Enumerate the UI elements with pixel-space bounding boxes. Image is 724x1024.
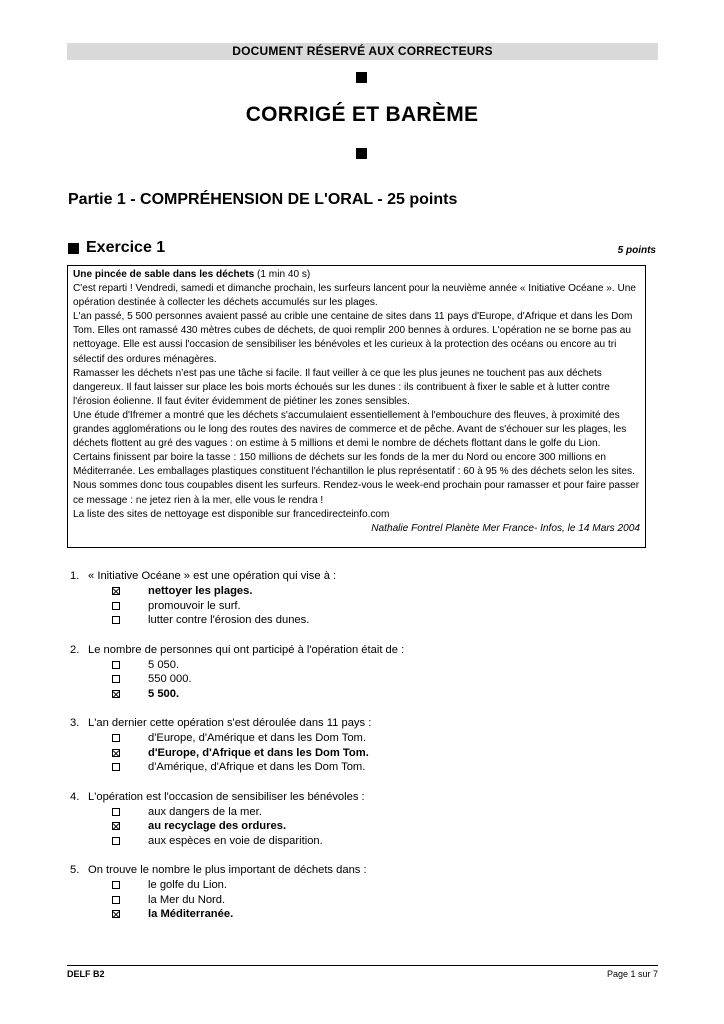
question-5: [70, 863, 660, 922]
answer-label: aux espèces en voie de disparition.: [148, 834, 323, 847]
answer-label: aux dangers de la mer.: [148, 805, 262, 818]
transcript-paragraph: L'an passé, 5 500 personnes avaient passé au crible une centaine de sites dans 11 pays d'Europe, d'Afrique et dans les Dom Tom. Elles ont ramassé 430 mètres cubes de déchets, de quoi remplir 200 bennes à ordures. L'opération ne se borne pas au nettoyage. Elle est aussi l'occasion de sensibiliser les bénévoles et les curieux à la protection des océans ou encore au tri sélectif des ordures ménagères.: [73, 311, 633, 365]
checked-checkbox-icon[interactable]: [112, 910, 120, 918]
checkbox-icon[interactable]: [112, 602, 120, 610]
answer-label: 5 050.: [148, 658, 180, 671]
transcript-duration: (1 min 40 s): [254, 269, 311, 280]
footer-divider: [67, 965, 658, 966]
footer-exam-label: DELF B2: [67, 969, 105, 979]
transcript-heading: [73, 268, 640, 282]
question-stem: L'opération est l'occasion de sensibiliser les bénévoles :: [88, 790, 365, 803]
question-list: [70, 569, 660, 937]
answer-option[interactable]: [70, 805, 660, 820]
answer-label: d'Europe, d'Amérique et dans les Dom Tom.: [148, 732, 366, 744]
exercise-title-text: Exercice 1: [86, 239, 166, 256]
question-stem: L'an dernier cette opération s'est déroulée dans 11 pays :: [88, 717, 372, 729]
checkbox-icon[interactable]: [112, 675, 120, 683]
question-number: 2.: [70, 643, 80, 656]
answer-option[interactable]: [70, 878, 660, 893]
transcript-paragraph: Ramasser les déchets n'est pas une tâche si facile. Il faut veiller à ce que les plus jeunes ne touchent pas aux déchets dangereux. Il faut laisser sur place les bois morts échoués sur les dunes : ils contribuent à fixer le sable et à lutter contre l'érosion éolienne. Il faut éviter évidemment de piétiner les zones sensibles.: [73, 367, 610, 407]
answer-option[interactable]: [70, 893, 660, 908]
answer-option[interactable]: [70, 834, 660, 849]
answer-label: d'Europe, d'Afrique et dans les Dom Tom.: [148, 746, 369, 759]
answer-label: au recyclage des ordures.: [148, 820, 287, 832]
square-bullet-icon: [356, 148, 367, 159]
answer-label: la Méditerranée.: [148, 908, 234, 920]
answer-option[interactable]: [70, 599, 660, 614]
answer-label: la Mer du Nord.: [148, 893, 226, 906]
answer-option[interactable]: [70, 731, 660, 746]
answer-option[interactable]: [70, 584, 660, 599]
square-bullet-icon: [356, 72, 367, 83]
answer-label: d'Amérique, d'Afrique et dans les Dom Tom.: [148, 761, 366, 773]
checkbox-icon[interactable]: [112, 896, 120, 904]
answer-option[interactable]: [70, 613, 660, 628]
transcript-paragraph: La liste des sites de nettoyage est disponible sur francedirecteinfo.com: [73, 508, 390, 520]
square-bullet-icon: [68, 243, 79, 254]
answer-option[interactable]: [70, 819, 660, 834]
answer-label: le golfe du Lion.: [148, 879, 227, 891]
transcript-source: Nathalie Fontrel Planète Mer France- Infos, le 14 Mars 2004: [371, 522, 640, 534]
question-4: [70, 790, 660, 849]
exercise-points: 5 points: [617, 245, 656, 256]
page-title: CORRIGÉ ET BARÈME: [245, 103, 479, 126]
answer-option[interactable]: [70, 760, 660, 775]
transcript-box: [67, 265, 646, 548]
checked-checkbox-icon[interactable]: [112, 587, 120, 595]
answer-label: lutter contre l'érosion des dunes.: [148, 614, 310, 626]
answer-label: promouvoir le surf.: [148, 599, 241, 612]
checkbox-icon[interactable]: [112, 616, 120, 624]
checkbox-icon[interactable]: [112, 763, 120, 771]
question-stem: Le nombre de personnes qui ont participé à l'opération était de :: [88, 643, 405, 656]
answer-label: 5 500.: [148, 687, 180, 700]
checked-checkbox-icon[interactable]: [112, 749, 120, 757]
checkbox-icon[interactable]: [112, 881, 120, 889]
checkbox-icon[interactable]: [112, 808, 120, 816]
checkbox-icon[interactable]: [112, 661, 120, 669]
answer-option[interactable]: [70, 687, 660, 702]
checked-checkbox-icon[interactable]: [112, 822, 120, 830]
question-2: [70, 643, 660, 702]
question-stem: On trouve le nombre le plus important de déchets dans :: [88, 864, 367, 876]
transcript-paragraph: C'est reparti ! Vendredi, samedi et dimanche prochain, les surfeurs lancent pour la neuvième année « Initiative Océane ». Une opération destinée à collecter les déchets accumulés sur les plages.: [73, 283, 637, 309]
transcript-title: Une pincée de sable dans les déchets: [73, 269, 255, 280]
answer-option[interactable]: [70, 672, 660, 687]
exercise-title: [68, 239, 165, 257]
answer-label: 550 000.: [148, 673, 192, 685]
transcript-paragraph: Une étude d'Ifremer a montré que les déchets s'accumulaient essentiellement à l'embouchure des fleuves, à proximité des grandes agglomérations ou le long des routes des navires de commerce et de pêche. Avant de s'échouer sur les plages, les déchets flottent au gré des vagues : on estime à 5 millions et demi le nombre de déchets flottant dans le golfe du Lion. Certains finissent par boire la tasse : 150 millions de déchets sur les fonds de la mer du Nord ou encore 300 millions en Méditerranée. Les emballages plastiques constituent l'échantillon le plus représentatif : 60 à 95 % des déchets selon les sites.: [73, 409, 635, 478]
part-title: Partie 1 - COMPRÉHENSION DE L'ORAL - 25 points: [68, 191, 458, 208]
question-number: 4.: [70, 790, 80, 803]
checkbox-icon[interactable]: [112, 734, 120, 742]
answer-option[interactable]: [70, 658, 660, 673]
answer-label: nettoyer les plages.: [148, 585, 253, 597]
question-3: [70, 716, 660, 775]
question-number: 1.: [70, 570, 80, 582]
checked-checkbox-icon[interactable]: [112, 690, 120, 698]
question-number: 3.: [70, 717, 80, 729]
question-1: [70, 569, 660, 628]
answer-option[interactable]: [70, 746, 660, 761]
question-number: 5.: [70, 864, 80, 876]
reserved-banner: DOCUMENT RÉSERVÉ AUX CORRECTEURS: [67, 43, 658, 60]
question-stem: « Initiative Océane » est une opération qui vise à :: [88, 570, 337, 582]
transcript-paragraph: Nous sommes donc tous coupables disent les surfeurs. Rendez-vous le week-end prochain pour ramasser et pour faire passer ce message : ne jetez rien à la mer, elle vous le rendra !: [73, 480, 640, 506]
checkbox-icon[interactable]: [112, 837, 120, 845]
answer-option[interactable]: [70, 907, 660, 922]
page-number: Page 1 sur 7: [606, 969, 658, 979]
